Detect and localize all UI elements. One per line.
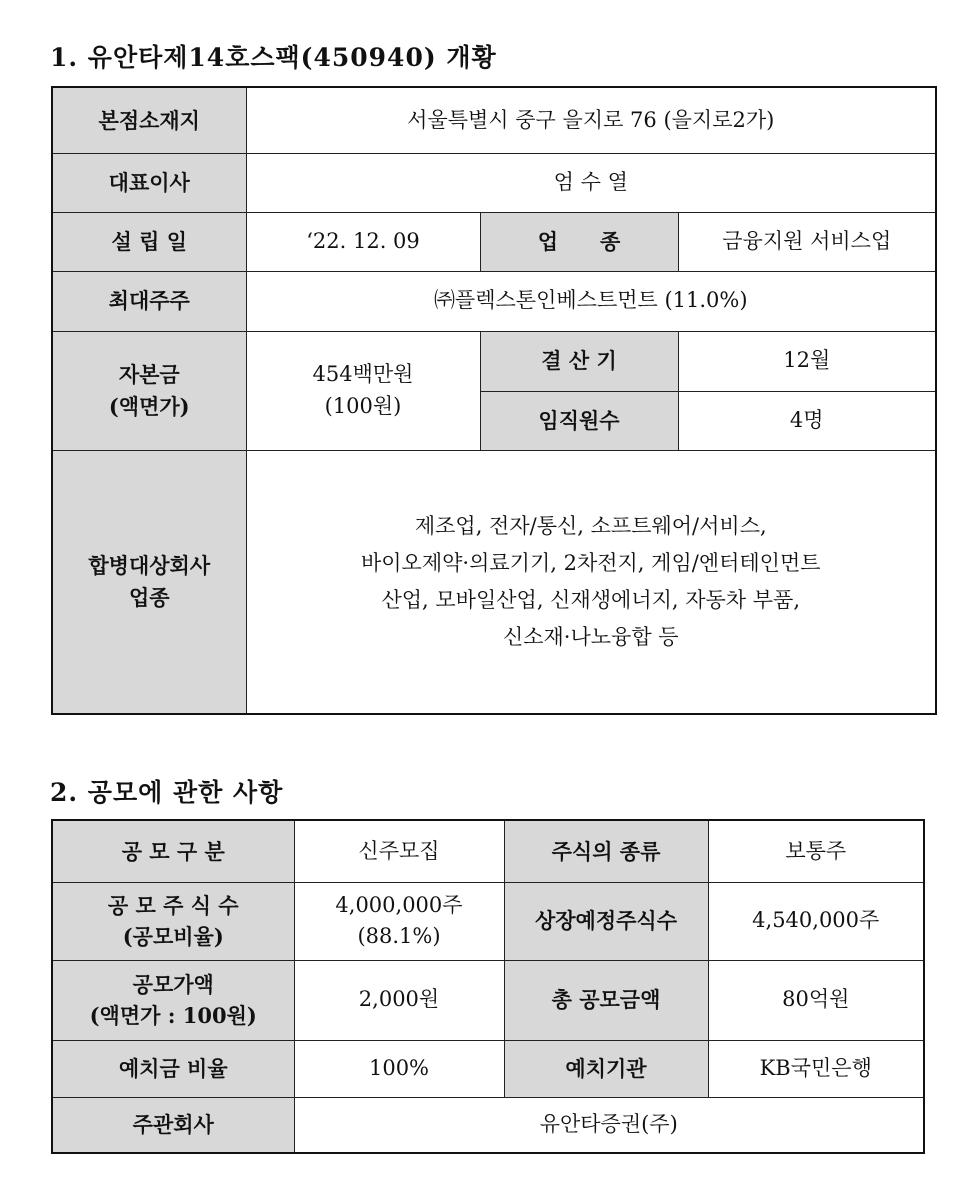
headquarters-label: 본점소재지 (52, 87, 246, 153)
table-row (52, 1040, 924, 1097)
capital-value-line1: 454백만원 (312, 362, 414, 386)
merger-line: 바이오제약·의료기기, 2차전지, 게임/엔터테인먼트 (360, 551, 821, 575)
table-row (52, 882, 924, 960)
price-label (52, 960, 294, 1040)
merger-line: 신소재·나노융합 등 (502, 624, 679, 649)
shares-label-line1: 공 모 주 식 수 (107, 892, 239, 918)
table-row (52, 153, 936, 212)
underwriter-value: 유안타증권(주) (294, 1097, 924, 1153)
table-row (52, 960, 924, 1040)
settlement-value: 12월 (678, 331, 936, 391)
price-label-line2: (액면가 : 100원) (89, 1003, 257, 1028)
stock-type-label: 주식의 종류 (504, 820, 708, 882)
table-row (52, 1097, 924, 1153)
merger-industries (246, 450, 936, 714)
table-row (52, 450, 936, 714)
shares-value-line1: 4,000,000주 (335, 892, 463, 917)
price-value: 2,000원 (294, 960, 504, 1040)
capital-label-line1: 자본금 (118, 362, 180, 387)
table-row (52, 271, 936, 331)
table-row (52, 331, 936, 391)
capital-value (246, 331, 480, 450)
merger-label (52, 450, 246, 714)
listed-shares-value: 4,540,000주 (708, 882, 924, 960)
offering-type-value: 신주모집 (294, 820, 504, 882)
escrow-agent-value: KB국민은행 (708, 1040, 924, 1097)
table-row (52, 87, 936, 153)
shares-label (52, 882, 294, 960)
escrow-ratio-value: 100% (294, 1040, 504, 1097)
section-2-title: 2. 공모에 관한 사항 (50, 778, 284, 807)
employees-value: 4명 (678, 391, 936, 450)
capital-value-line2: (100원) (324, 393, 402, 418)
underwriter-label: 주관회사 (52, 1097, 294, 1153)
shares-value-line2: (88.1%) (357, 924, 441, 948)
section-1-title: 1. 유안타제14호스팩(450940) 개황 (50, 43, 497, 72)
ceo-value: 엄 수 열 (246, 153, 936, 212)
company-overview-table (51, 86, 937, 715)
capital-label (52, 331, 246, 450)
listed-shares-label: 상장예정주식수 (504, 882, 708, 960)
headquarters-value: 서울특별시 중구 을지로 76 (을지로2가) (246, 87, 936, 153)
major-shareholder-label: 최대주주 (52, 271, 246, 331)
founded-label: 설 립 일 (52, 212, 246, 271)
industry-label: 업 종 (480, 212, 678, 271)
escrow-ratio-label: 예치금 비율 (52, 1040, 294, 1097)
settlement-label: 결 산 기 (480, 331, 678, 391)
total-amount-value: 80억원 (708, 960, 924, 1040)
merger-line: 제조업, 전자/통신, 소프트웨어/서비스, (414, 514, 767, 539)
offering-type-label: 공 모 구 분 (52, 820, 294, 882)
industry-value: 금융지원 서비스업 (678, 212, 936, 271)
escrow-agent-label: 예치기관 (504, 1040, 708, 1097)
stock-type-value: 보통주 (708, 820, 924, 882)
merger-line: 산업, 모바일산업, 신재생에너지, 자동차 부품, (381, 587, 801, 612)
employees-label: 임직원수 (480, 391, 678, 450)
merger-label-line2: 업종 (128, 584, 170, 610)
shares-label-line2: (공모비율) (122, 924, 224, 949)
capital-label-line2: (액면가) (108, 393, 190, 419)
offering-table (51, 819, 925, 1154)
table-row (52, 212, 936, 271)
shares-value (294, 882, 504, 960)
total-amount-label: 총 공모금액 (504, 960, 708, 1040)
major-shareholder-value: ㈜플렉스톤인베스트먼트 (11.0%) (246, 271, 936, 331)
ceo-label: 대표이사 (52, 153, 246, 212)
merger-label-line1: 합병대상회사 (88, 553, 211, 579)
price-label-line1: 공모가액 (132, 971, 214, 997)
table-row (52, 820, 924, 882)
founded-value: ‘22. 12. 09 (246, 212, 480, 271)
